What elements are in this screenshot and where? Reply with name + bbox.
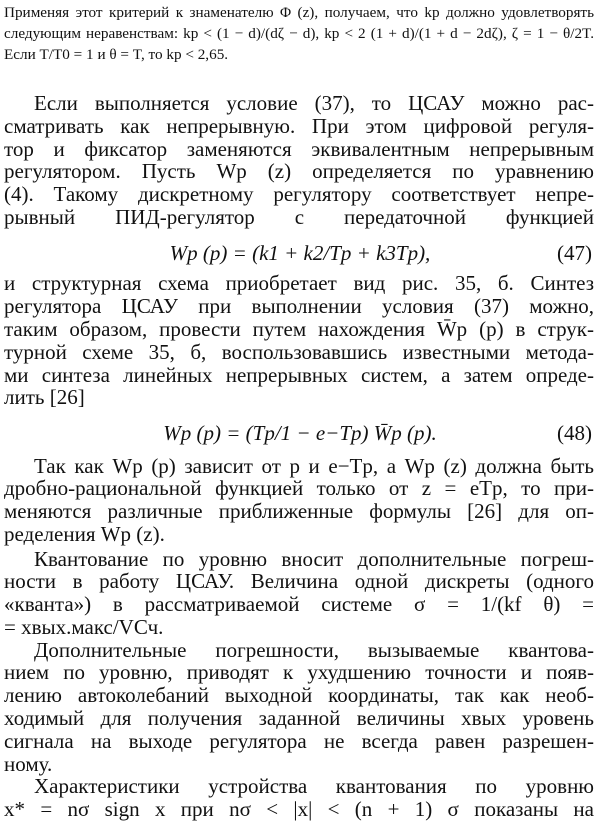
para2-line-2: регулятора ЦСАУ при выполнении условия (37) можно, xyxy=(4,294,594,319)
para1-line-6: рывный ПИД-регулятор с передаточной функцией xyxy=(4,204,594,229)
para3-line-3: меняются различные приближенные формулы [26] для оп- xyxy=(4,499,594,524)
para5-line-6: ному. xyxy=(4,751,53,776)
para1-line-4: регулятором. Пусть Wр (z) определяется по уравнению xyxy=(4,159,594,184)
para5-line-1: Дополнительные погрешности, вызываемые квантова- xyxy=(34,637,594,662)
para2-line-1: и структурная схема приобретает вид рис. 35, б. Синтез xyxy=(4,271,594,296)
equation-47-formula: Wр (p) = (k1 + k2/Tp + k3Tp), xyxy=(169,240,431,265)
para6-line-1: Характеристики устройства квантования по уровню xyxy=(34,774,594,799)
para3-line-4: ределения Wр (z). xyxy=(4,522,165,546)
para1-line-5: (4). Такому дискретному регулятору соответствует непре- xyxy=(4,182,594,207)
para5-line-5: сигнала на выходе регулятора не всегда равен разрешен- xyxy=(4,728,594,753)
para2-line-3: таким образом, провести путем нахождения W̄р (p) в струк- xyxy=(4,317,594,341)
equation-47-number: (47) xyxy=(557,240,592,265)
para4-line-1: Квантование по уровню вносит дополнительные погреш- xyxy=(34,546,594,571)
para5-line-3: лению автоколебаний выходной координаты, так как необ- xyxy=(4,683,594,708)
para1-line-3: тор и фиксатор заменяются эквивалентным непрерывным xyxy=(4,136,594,161)
para5-line-4: ходимый для получения заданной величины xвых уровень xyxy=(4,705,594,730)
equation-48-formula: Wр (p) = (Tp/1 − e−Tp) W̄р (p). xyxy=(163,421,437,446)
para1-line-2: сматривать как непрерывную. При этом цифровой регуля- xyxy=(4,113,594,138)
para3-line-1: Так как Wр (p) зависит от p и e−Tp, а Wр (z) должна быть xyxy=(34,453,594,478)
para1-line-1: Если выполняется условие (37), то ЦСАУ можно рас- xyxy=(34,91,594,115)
para4-line-4: = xвых.макс/VСч. xyxy=(4,614,164,639)
equation-48-number: (48) xyxy=(557,421,592,446)
para4-line-2: ности в работу ЦСАУ. Величина одной дискреты (одного xyxy=(4,569,594,594)
para5-line-2: нием по уровню, приводят к ухудшению точности и появ- xyxy=(4,660,594,685)
para4-line-3: «кванта») в рассматриваемой системе σ = 1/(kf θ) = xyxy=(4,592,594,616)
para6-line-2: x* = nσ sign x при nσ < |x| < (n + 1) σ показаны на xyxy=(4,797,594,821)
para2-line-4: турной схеме 35, б, воспользовавшись известными метода- xyxy=(4,339,594,364)
para2-line-5: ми синтеза линейных непрерывных систем, а затем опреде- xyxy=(4,362,594,387)
intro-paragraph: Применяя этот критерий к знаменателю Φ (z), получаем, что kр должно удовлетворять следующим неравенствам: kр < (1 − d)/(dζ − d), kр < 2 (1 + d)/(1 + d − 2dζ), ζ = 1 − θ/2T. Если T/T0 = 1 и θ = T, то kр < 2,65. xyxy=(4,4,594,63)
para2-line-6: лить [26] xyxy=(4,385,85,410)
para3-line-2: дробно-рациональной функцией только от z = eTp, то при- xyxy=(4,476,594,501)
